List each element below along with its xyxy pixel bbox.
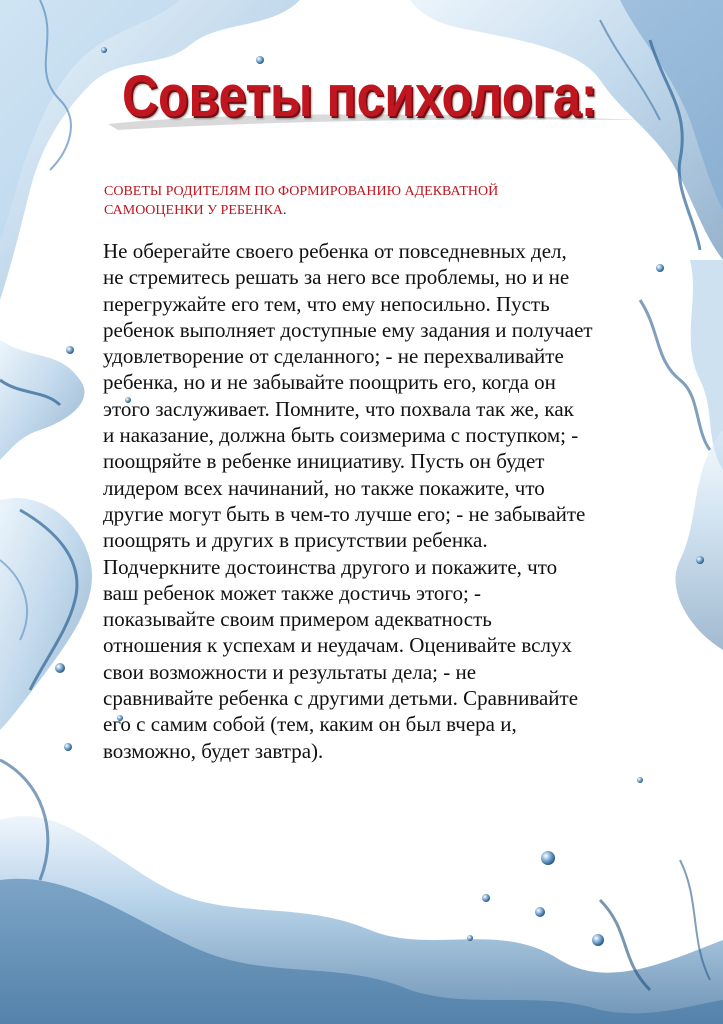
body-line: Подчеркните достоинства другого и покажите, что <box>103 554 558 579</box>
subtitle-period: . <box>283 203 287 218</box>
body-line: другие могут быть в чем-то лучше его; - не забывайте <box>103 501 586 526</box>
body-line: его с самим собой (тем, каким он был вчера и, <box>103 712 517 737</box>
body-line: Не оберегайте своего ребенка от повседневных дел, <box>103 239 567 263</box>
subtitle-line-2: САМООЦЕНКИ У РЕБЕНКА <box>104 203 284 218</box>
advice-body <box>103 238 675 764</box>
subtitle <box>104 182 624 220</box>
body-line: поощряйте в ребенке инициативу. Пусть он будет <box>103 449 545 474</box>
subtitle-line-1: СОВЕТЫ РОДИТЕЛЯМ ПО ФОРМИРОВАНИЮ АДЕКВАТНОЙ <box>104 184 499 199</box>
body-line: отношения к успехам и неудачам. Оценивайте вслух <box>103 633 572 658</box>
page-title: Советы психолога: <box>122 64 598 129</box>
body-line: удовлетворение от сделанного; - не перехваливайте <box>103 344 564 369</box>
body-line: и наказание, должна быть соизмерима с поступком; - <box>103 423 579 448</box>
body-line: сравнивайте ребенка с другими детьми. Сравнивайте <box>103 686 579 711</box>
body-line: возможно, будет завтра). <box>103 738 324 763</box>
body-line: поощрять и других в присутствии ребенка. <box>103 528 488 553</box>
body-line: показывайте своим примером адекватность <box>103 607 492 632</box>
body-line: ребенка, но и не забывайте поощрить его, когда он <box>103 370 556 395</box>
body-line: ваш ребенок может также достичь этого; - <box>103 580 482 605</box>
body-line: свои возможности и результаты дела; - не <box>103 659 477 684</box>
body-line: лидером всех начинаний, но также покажите, что <box>103 475 545 500</box>
body-line: перегружайте его тем, что ему непосильно. Пусть <box>103 291 550 316</box>
body-line: этого заслуживает. Помните, что похвала так же, как <box>103 396 574 421</box>
body-line: не стремитесь решать за него все проблемы, но и не <box>103 265 570 290</box>
body-line: ребенок выполняет доступные ему задания и получает <box>103 317 593 342</box>
